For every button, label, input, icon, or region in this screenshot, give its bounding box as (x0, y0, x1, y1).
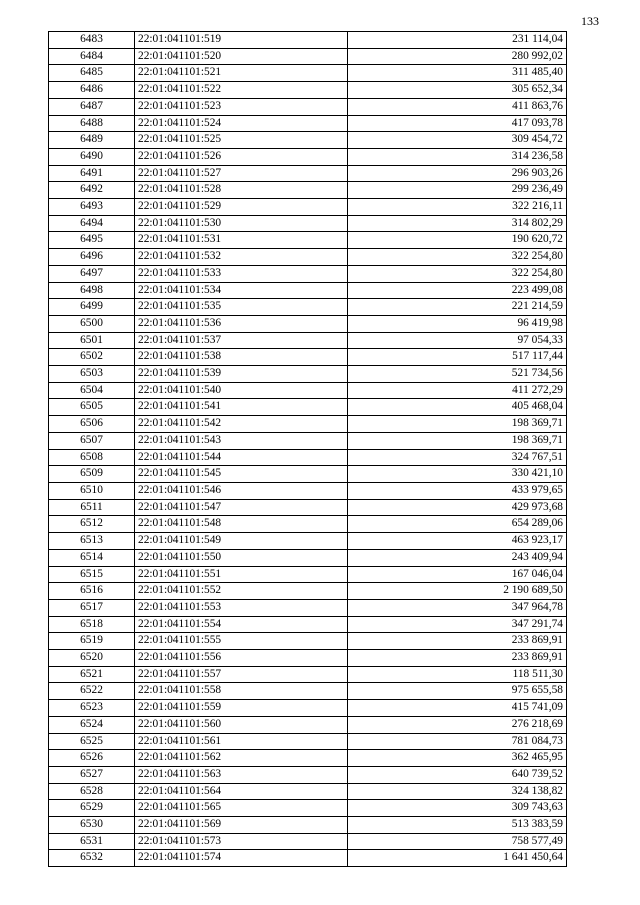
cadastral-value-cell: 781 084,73 (348, 733, 567, 750)
cadastral-number-cell: 22:01:041101:527 (135, 165, 348, 182)
table-row (49, 650, 567, 667)
row-number-cell: 6493 (49, 199, 135, 216)
row-number-cell: 6504 (49, 382, 135, 399)
cadastral-value-cell: 517 117,44 (348, 349, 567, 366)
cadastral-value-cell: 415 741,09 (348, 700, 567, 717)
row-number-cell: 6500 (49, 315, 135, 332)
row-number-cell: 6507 (49, 432, 135, 449)
row-number-cell: 6498 (49, 282, 135, 299)
cadastral-value-cell: 221 214,59 (348, 299, 567, 316)
cadastral-number-cell: 22:01:041101:558 (135, 683, 348, 700)
table-row (49, 82, 567, 99)
cadastral-value-cell: 233 869,91 (348, 633, 567, 650)
cadastral-value-cell: 433 979,65 (348, 482, 567, 499)
table-row (49, 215, 567, 232)
table-row (49, 416, 567, 433)
row-number-cell: 6495 (49, 232, 135, 249)
cadastral-number-cell: 22:01:041101:530 (135, 215, 348, 232)
row-number-cell: 6483 (49, 32, 135, 49)
row-number-cell: 6503 (49, 366, 135, 383)
cadastral-value-cell: 299 236,49 (348, 182, 567, 199)
row-number-cell: 6519 (49, 633, 135, 650)
cadastral-value-cell: 417 093,78 (348, 115, 567, 132)
cadastral-value-cell: 198 369,71 (348, 432, 567, 449)
row-number-cell: 6517 (49, 599, 135, 616)
cadastral-value-cell: 118 511,30 (348, 666, 567, 683)
cadastral-number-cell: 22:01:041101:545 (135, 466, 348, 483)
cadastral-number-cell: 22:01:041101:569 (135, 817, 348, 834)
row-number-cell: 6497 (49, 265, 135, 282)
cadastral-number-cell: 22:01:041101:534 (135, 282, 348, 299)
cadastral-number-cell: 22:01:041101:539 (135, 366, 348, 383)
table-row (49, 32, 567, 49)
table-row (49, 232, 567, 249)
cadastral-value-cell: 314 236,58 (348, 148, 567, 165)
table-row (49, 533, 567, 550)
cadastral-number-cell: 22:01:041101:523 (135, 98, 348, 115)
table-row (49, 466, 567, 483)
table-row (49, 98, 567, 115)
row-number-cell: 6530 (49, 817, 135, 834)
table-row (49, 499, 567, 516)
cadastral-number-cell: 22:01:041101:550 (135, 549, 348, 566)
cadastral-number-cell: 22:01:041101:544 (135, 449, 348, 466)
table-row (49, 148, 567, 165)
cadastral-value-cell: 322 216,11 (348, 199, 567, 216)
row-number-cell: 6515 (49, 566, 135, 583)
cadastral-value-cell: 362 465,95 (348, 750, 567, 767)
cadastral-value-cell: 167 046,04 (348, 566, 567, 583)
row-number-cell: 6518 (49, 616, 135, 633)
cadastral-number-cell: 22:01:041101:574 (135, 850, 348, 867)
cadastral-value-cell: 347 291,74 (348, 616, 567, 633)
cadastral-number-cell: 22:01:041101:520 (135, 48, 348, 65)
cadastral-number-cell: 22:01:041101:531 (135, 232, 348, 249)
cadastral-number-cell: 22:01:041101:555 (135, 633, 348, 650)
row-number-cell: 6522 (49, 683, 135, 700)
table-row (49, 633, 567, 650)
table-row (49, 516, 567, 533)
cadastral-value-cell: 758 577,49 (348, 833, 567, 850)
cadastral-value-cell: 322 254,80 (348, 249, 567, 266)
row-number-cell: 6487 (49, 98, 135, 115)
cadastral-value-cell: 640 739,52 (348, 766, 567, 783)
cadastral-number-cell: 22:01:041101:533 (135, 265, 348, 282)
cadastral-number-cell: 22:01:041101:552 (135, 583, 348, 600)
cadastral-number-cell: 22:01:041101:540 (135, 382, 348, 399)
cadastral-number-cell: 22:01:041101:549 (135, 533, 348, 550)
row-number-cell: 6499 (49, 299, 135, 316)
cadastral-number-cell: 22:01:041101:546 (135, 482, 348, 499)
table-row (49, 332, 567, 349)
row-number-cell: 6501 (49, 332, 135, 349)
table-row (49, 165, 567, 182)
table-row (49, 683, 567, 700)
cadastral-value-cell: 1 641 450,64 (348, 850, 567, 867)
table-row (49, 182, 567, 199)
cadastral-number-cell: 22:01:041101:543 (135, 432, 348, 449)
cadastral-number-cell: 22:01:041101:561 (135, 733, 348, 750)
cadastral-number-cell: 22:01:041101:556 (135, 650, 348, 667)
table-row (49, 115, 567, 132)
table-row (49, 482, 567, 499)
cadastral-value-cell: 96 419,98 (348, 315, 567, 332)
cadastral-value-table (48, 31, 567, 867)
row-number-cell: 6532 (49, 850, 135, 867)
cadastral-value-cell: 975 655,58 (348, 683, 567, 700)
row-number-cell: 6488 (49, 115, 135, 132)
cadastral-number-cell: 22:01:041101:553 (135, 599, 348, 616)
cadastral-value-cell: 311 485,40 (348, 65, 567, 82)
table-row (49, 599, 567, 616)
cadastral-number-cell: 22:01:041101:562 (135, 750, 348, 767)
cadastral-value-cell: 521 734,56 (348, 366, 567, 383)
row-number-cell: 6508 (49, 449, 135, 466)
page-number: 133 (581, 14, 599, 28)
row-number-cell: 6529 (49, 800, 135, 817)
cadastral-number-cell: 22:01:041101:529 (135, 199, 348, 216)
table-row (49, 549, 567, 566)
row-number-cell: 6490 (49, 148, 135, 165)
cadastral-number-cell: 22:01:041101:563 (135, 766, 348, 783)
table-row (49, 449, 567, 466)
cadastral-number-cell: 22:01:041101:538 (135, 349, 348, 366)
cadastral-value-cell: 330 421,10 (348, 466, 567, 483)
table-body (49, 32, 567, 867)
cadastral-value-cell: 296 903,26 (348, 165, 567, 182)
table-row (49, 132, 567, 149)
cadastral-number-cell: 22:01:041101:521 (135, 65, 348, 82)
row-number-cell: 6484 (49, 48, 135, 65)
table-row (49, 382, 567, 399)
cadastral-value-cell: 233 869,91 (348, 650, 567, 667)
cadastral-number-cell: 22:01:041101:559 (135, 700, 348, 717)
cadastral-number-cell: 22:01:041101:526 (135, 148, 348, 165)
table-row (49, 666, 567, 683)
row-number-cell: 6526 (49, 750, 135, 767)
table-row (49, 432, 567, 449)
cadastral-value-cell: 314 802,29 (348, 215, 567, 232)
table-row (49, 833, 567, 850)
row-number-cell: 6512 (49, 516, 135, 533)
cadastral-value-cell: 324 767,51 (348, 449, 567, 466)
cadastral-value-cell: 243 409,94 (348, 549, 567, 566)
cadastral-number-cell: 22:01:041101:519 (135, 32, 348, 49)
row-number-cell: 6489 (49, 132, 135, 149)
cadastral-value-cell: 280 992,02 (348, 48, 567, 65)
cadastral-number-cell: 22:01:041101:557 (135, 666, 348, 683)
row-number-cell: 6524 (49, 716, 135, 733)
table-row (49, 566, 567, 583)
table-row (49, 199, 567, 216)
row-number-cell: 6525 (49, 733, 135, 750)
cadastral-value-cell: 97 054,33 (348, 332, 567, 349)
cadastral-value-cell: 411 863,76 (348, 98, 567, 115)
table-row (49, 733, 567, 750)
cadastral-number-cell: 22:01:041101:522 (135, 82, 348, 99)
row-number-cell: 6506 (49, 416, 135, 433)
row-number-cell: 6505 (49, 399, 135, 416)
cadastral-number-cell: 22:01:041101:536 (135, 315, 348, 332)
table-row (49, 817, 567, 834)
row-number-cell: 6531 (49, 833, 135, 850)
cadastral-number-cell: 22:01:041101:525 (135, 132, 348, 149)
cadastral-number-cell: 22:01:041101:560 (135, 716, 348, 733)
table-row (49, 349, 567, 366)
cadastral-value-cell: 276 218,69 (348, 716, 567, 733)
row-number-cell: 6510 (49, 482, 135, 499)
table-row (49, 616, 567, 633)
cadastral-number-cell: 22:01:041101:564 (135, 783, 348, 800)
table-row (49, 282, 567, 299)
row-number-cell: 6491 (49, 165, 135, 182)
table-row (49, 850, 567, 867)
table-row (49, 399, 567, 416)
cadastral-value-cell: 309 743,63 (348, 800, 567, 817)
cadastral-value-cell: 429 973,68 (348, 499, 567, 516)
table-row (49, 750, 567, 767)
cadastral-number-cell: 22:01:041101:542 (135, 416, 348, 433)
table-row (49, 265, 567, 282)
cadastral-number-cell: 22:01:041101:541 (135, 399, 348, 416)
table-row (49, 800, 567, 817)
cadastral-value-cell: 190 620,72 (348, 232, 567, 249)
cadastral-value-cell: 411 272,29 (348, 382, 567, 399)
cadastral-value-cell: 322 254,80 (348, 265, 567, 282)
row-number-cell: 6514 (49, 549, 135, 566)
cadastral-number-cell: 22:01:041101:565 (135, 800, 348, 817)
cadastral-number-cell: 22:01:041101:551 (135, 566, 348, 583)
table-row (49, 249, 567, 266)
cadastral-value-cell: 231 114,04 (348, 32, 567, 49)
row-number-cell: 6513 (49, 533, 135, 550)
cadastral-number-cell: 22:01:041101:532 (135, 249, 348, 266)
cadastral-value-cell: 347 964,78 (348, 599, 567, 616)
row-number-cell: 6509 (49, 466, 135, 483)
cadastral-value-cell: 463 923,17 (348, 533, 567, 550)
cadastral-number-cell: 22:01:041101:524 (135, 115, 348, 132)
table-row (49, 783, 567, 800)
table-row (49, 766, 567, 783)
table-row (49, 65, 567, 82)
table-row (49, 700, 567, 717)
row-number-cell: 6492 (49, 182, 135, 199)
row-number-cell: 6521 (49, 666, 135, 683)
cadastral-value-cell: 324 138,82 (348, 783, 567, 800)
row-number-cell: 6528 (49, 783, 135, 800)
cadastral-value-cell: 305 652,34 (348, 82, 567, 99)
row-number-cell: 6527 (49, 766, 135, 783)
row-number-cell: 6520 (49, 650, 135, 667)
table-row (49, 716, 567, 733)
row-number-cell: 6496 (49, 249, 135, 266)
cadastral-value-cell: 654 289,06 (348, 516, 567, 533)
cadastral-value-cell: 405 468,04 (348, 399, 567, 416)
row-number-cell: 6486 (49, 82, 135, 99)
cadastral-value-cell: 223 499,08 (348, 282, 567, 299)
cadastral-value-cell: 513 383,59 (348, 817, 567, 834)
row-number-cell: 6485 (49, 65, 135, 82)
cadastral-number-cell: 22:01:041101:547 (135, 499, 348, 516)
table-row (49, 315, 567, 332)
table-row (49, 48, 567, 65)
cadastral-value-cell: 198 369,71 (348, 416, 567, 433)
cadastral-number-cell: 22:01:041101:535 (135, 299, 348, 316)
cadastral-number-cell: 22:01:041101:537 (135, 332, 348, 349)
row-number-cell: 6516 (49, 583, 135, 600)
row-number-cell: 6523 (49, 700, 135, 717)
table-row (49, 583, 567, 600)
cadastral-number-cell: 22:01:041101:554 (135, 616, 348, 633)
cadastral-value-cell: 309 454,72 (348, 132, 567, 149)
table-row (49, 366, 567, 383)
row-number-cell: 6494 (49, 215, 135, 232)
cadastral-value-cell: 2 190 689,50 (348, 583, 567, 600)
row-number-cell: 6502 (49, 349, 135, 366)
cadastral-number-cell: 22:01:041101:573 (135, 833, 348, 850)
row-number-cell: 6511 (49, 499, 135, 516)
cadastral-number-cell: 22:01:041101:528 (135, 182, 348, 199)
table-row (49, 299, 567, 316)
cadastral-number-cell: 22:01:041101:548 (135, 516, 348, 533)
